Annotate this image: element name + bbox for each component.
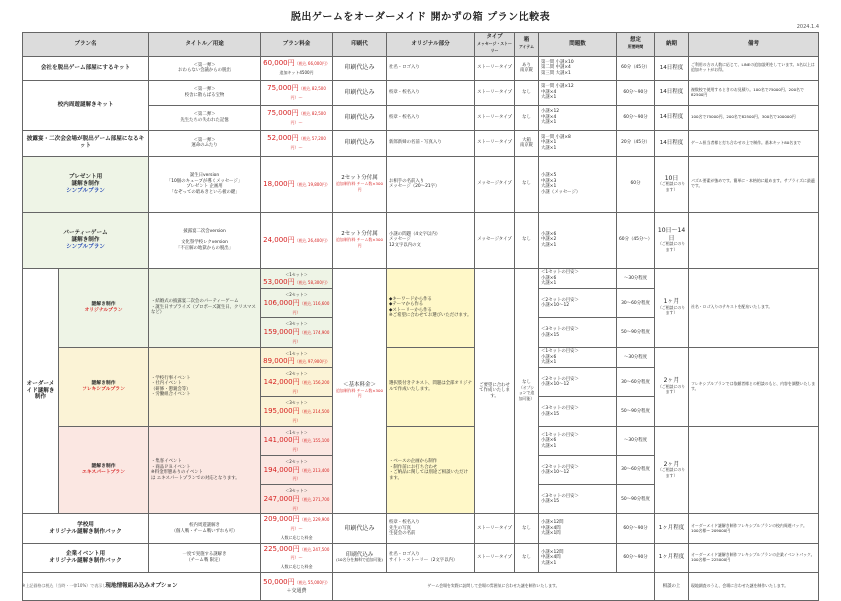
problems: 第一問 小謎×8 中謎×1 大謎×1 (539, 130, 617, 156)
original-part: 新郎新婦の名前・写真入り (387, 130, 475, 156)
price-main: 209,000円 (263, 515, 300, 524)
plan-title-a: 校内周遊謎解き (189, 523, 220, 528)
plan-title (149, 543, 261, 572)
original-part: 社名・ロゴ入り (387, 56, 475, 80)
use-case: ・集客イベント ・商品ＰＲイベント ※料金形態ありのイベント は エキスパートプランでの対応となります。 (149, 426, 261, 514)
plan-title-b: おわらない会議からの脱出 (178, 68, 231, 74)
sub-plan-line-1: 謎解き制作 (91, 301, 116, 307)
plan-price (261, 572, 333, 600)
problems: 第一問 小謎×12 中謎×4 大謎×1 (539, 80, 617, 105)
delivery-main: 1ヶ月 (663, 298, 680, 306)
problems: 小謎×12問 中謎×4問 大謎×1 (539, 543, 617, 572)
original-part: お相手の名前入り メッセージ（20〜21字） (387, 156, 475, 212)
price-tier (261, 318, 333, 347)
table-row (23, 514, 819, 543)
print-cost (333, 212, 387, 268)
header-problems: 問題数 (539, 33, 617, 57)
time: 30〜60分程度 (617, 368, 655, 397)
original-part: 校章・校名入り 先生の写真 生徒会の名前 (387, 514, 475, 543)
problems: ＜1セットの目安＞ 小謎×6 大謎×1 (539, 347, 617, 368)
box-main: あり (522, 62, 531, 68)
sub-plan-line-2: エキスパートプラン (82, 470, 125, 475)
problems: 小謎×12 中謎×4 大謎×1 (539, 105, 617, 130)
plan-comparison-table (22, 32, 819, 601)
time: 〜30分程度 (617, 347, 655, 368)
box-sub: 南京錠 (519, 68, 534, 74)
table-row (23, 212, 819, 268)
problems: ＜2セットの目安＞ 小謎×10〜12 (539, 455, 617, 484)
original-part: 小謎の問題（4文字以内） メッセージ 12文字以内の文 (387, 212, 475, 268)
tier-price: 159,000円 (263, 328, 300, 337)
print-cost (333, 268, 387, 514)
tier-set: ＜1セット＞ (285, 429, 308, 435)
plan-name: オーダーメイド謎解き制作 (23, 268, 59, 514)
plan-line-2: 謎解き制作 (71, 180, 100, 187)
price-tax: （税込 82,500円）〜 (290, 110, 326, 125)
plan-price (261, 80, 333, 105)
time: 50〜90分程度 (617, 397, 655, 426)
time: 60分 (617, 156, 655, 212)
table-row (23, 572, 819, 600)
plan-line-2: 謎解き制作 (71, 236, 100, 243)
tier-tax: （税込 271,700円） (292, 496, 330, 511)
plan-title (149, 105, 261, 130)
price-tier (261, 455, 333, 484)
type: ストーリータイプ (475, 56, 515, 80)
print-main: ＜基本料金＞ (343, 382, 377, 389)
table-row (23, 426, 819, 455)
time: 30〜60分程度 (617, 289, 655, 318)
date-label: 2024.1.4 (796, 24, 819, 30)
box (515, 130, 539, 156)
plan-name: 校内周遊謎解きキット (23, 80, 149, 130)
price-tier (261, 485, 333, 514)
delivery (655, 156, 689, 212)
delivery-main: 2ヶ月 (663, 377, 680, 385)
sub-plan-line-2: オリジナルプラン (84, 307, 123, 313)
plan-line-2: オリジナル謎解き制作パック (49, 557, 122, 564)
header-remarks: 備考 (689, 33, 819, 57)
print-cost: 印刷代込み (333, 514, 387, 543)
header-title: タイトル／用途 (149, 33, 261, 57)
price-main: 225,000円 (263, 544, 300, 553)
type: ストーリータイプ (475, 105, 515, 130)
time: 50〜90分程度 (617, 318, 655, 347)
header-box-sub: アイテム (519, 44, 535, 50)
sub-plan-original (59, 268, 149, 347)
price-sub: 人数に応じた料金 (280, 534, 313, 540)
plan-title-a: ＜第一弾＞ (193, 137, 216, 143)
plan-line-2: オリジナル謎解き制作パック (49, 528, 122, 535)
delivery-sub: （ご相談にのります） (657, 304, 686, 316)
table-row (23, 156, 819, 212)
problems: ＜1セットの目安＞ 小謎×6 大謎×1 (539, 426, 617, 455)
plan-title (149, 212, 261, 268)
box: なし (515, 543, 539, 572)
tier-price: 89,000円 (263, 357, 295, 366)
problems: ＜1セットの目安＞ 小謎×6 大謎×1 (539, 268, 617, 289)
type: ストーリータイプ (475, 80, 515, 105)
table-row (23, 543, 819, 572)
print-cost: 印刷代込み (333, 56, 387, 80)
plan-title-a: 披露宴二次会version (183, 229, 226, 235)
plan-price (261, 543, 333, 572)
box: なし (515, 80, 539, 105)
price-tier (261, 397, 333, 426)
print-main: 印刷代込み (345, 551, 374, 558)
header-box (515, 33, 539, 57)
box-sub: （オプションで追加可能） (518, 384, 535, 401)
header-price: プラン料金 (261, 33, 333, 57)
price-tier (261, 347, 333, 368)
header-type-sub: メッセージ・ストーリー (477, 40, 512, 53)
tier-tax: （税込 116,600円） (292, 300, 330, 315)
price-tax: （税込 55,000円） (294, 579, 330, 585)
type: ご要望に合わせて作成いたします。 (475, 268, 515, 514)
plan-line-1: パーティーゲーム (63, 229, 108, 236)
price-tax: （税込 247,500円）〜 (290, 546, 330, 561)
price-main: 75,000円 (267, 83, 299, 92)
time: 20分（45分） (617, 130, 655, 156)
print-sub: 追加制作料 チーム数×300円 (336, 237, 383, 248)
plan-title-b: 文化祭学校レクversion (181, 240, 228, 246)
plan-title-a: 誕生日version (189, 173, 220, 179)
box-main: なし (522, 380, 531, 385)
header-print: 印刷代 (333, 33, 387, 57)
header-original: オリジナル部分 (387, 33, 475, 57)
sub-plan-line-2: フレキシブルプラン (82, 386, 125, 392)
plan-name (23, 212, 149, 268)
price-main: 50,000円 (263, 577, 295, 586)
plan-name: 披露宴・二次会会場が脱出ゲーム部屋になるキット (23, 130, 149, 156)
original-part: 校章・校名入り (387, 105, 475, 130)
price-tax: （税込 66,000円） (294, 61, 330, 67)
use-case: ・学校行事イベント ・社内イベント （研修・懇親会等） ・労働組合イベント (149, 347, 261, 426)
tier-set: ＜3セット＞ (285, 488, 308, 494)
price-main: 60,000円 (263, 59, 295, 68)
tier-tax: （税込 214,500円） (292, 409, 330, 423)
tier-set: ＜2セット＞ (285, 292, 308, 298)
plan-line-1: プレゼント用 (68, 173, 103, 180)
plan-price (261, 130, 333, 156)
delivery-main: 10日〜14日 (657, 227, 686, 242)
plan-line-1: 企業イベント用 (65, 550, 106, 557)
delivery (655, 347, 689, 426)
time: 60分（45分〜） (617, 212, 655, 268)
header-type-label: タイプ (486, 34, 503, 40)
plan-title-a: ＜第二弾＞ (193, 112, 216, 118)
table-row (23, 56, 819, 80)
plan-price (261, 514, 333, 543)
original-part: 選択肢付きテキスト、問題は全部オリジナルで作成いたします。 (387, 347, 475, 426)
box: なし (515, 105, 539, 130)
delivery (655, 268, 689, 347)
tier-tax: （税込 174,900円） (292, 330, 330, 344)
header-time-sub: 所要時間 (627, 44, 644, 50)
price-add: 追加キット4500円 (279, 70, 314, 76)
tier-tax: （税込 155,100円） (292, 438, 330, 453)
tier-set: ＜2セット＞ (285, 458, 308, 464)
problems: ＜3セットの目安＞ 小謎×15 (539, 485, 617, 514)
original-part: 校章・校名入り (387, 80, 475, 105)
price-tax: （税込 82,500円）〜 (290, 85, 326, 100)
plan-title-b: （チーム戦 限定） (186, 557, 223, 563)
plan-name (23, 514, 149, 543)
price-tier (261, 426, 333, 455)
price-tax: （税込 26,400円） (294, 237, 330, 243)
problems: 第一問 小謎×10 第二問 中謎×4 第三問 大謎×1 (539, 56, 617, 80)
price-main: 18,000円 (263, 179, 295, 188)
original-part: 社名・ロゴ入り サイト・ストーリー（2文字以内） (387, 543, 475, 572)
time: 〜30分程度 (617, 268, 655, 289)
plan-title-b: （個人戦・チーム戦いずれも可） (171, 528, 238, 534)
plan-title (149, 130, 261, 156)
table-row (23, 80, 819, 105)
remarks: 社名・ロゴ入りのテキストを配布いたします。 (689, 268, 819, 347)
print-main: 2セット分付属 (341, 175, 378, 182)
tier-price: 142,000円 (263, 377, 300, 386)
tier-tax: （税込 213,400円） (292, 467, 330, 482)
header-row (23, 33, 819, 57)
problems: 小謎×12問 中謎×4問 大謎×1問 (539, 514, 617, 543)
type: ストーリータイプ (475, 130, 515, 156)
remarks (689, 426, 819, 514)
problems: ＜3セットの目安＞ 小謎×15 (539, 318, 617, 347)
type: メッセージタイプ (475, 212, 515, 268)
delivery: 1ヶ月程度 (655, 543, 689, 572)
time: 〜30分程度 (617, 426, 655, 455)
sub-plan-expert (59, 426, 149, 514)
tier-tax: （税込 58,300円） (294, 280, 330, 286)
problems: ＜2セットの目安＞ 小謎×10〜12 (539, 368, 617, 397)
problems: ＜2セットの目安＞ 小謎×10〜12 (539, 289, 617, 318)
price-sub: 人数に応じた料金 (280, 564, 313, 570)
time: 60分〜90分 (617, 80, 655, 105)
print-cost: 印刷代込み (333, 130, 387, 156)
plan-line-1: 学校用 (77, 521, 94, 528)
price-tax: （税込 19,800円） (294, 181, 330, 187)
option-description: ゲーム会場を実際に訪問して会場の雰囲気に合わせた謎を制作いたします。 (333, 572, 655, 600)
remarks: オーダーメイド謎解き制作フレキシブルプランの校内周遊パック。 100名様〜 209000円 (689, 514, 819, 543)
price-sub: ＋交通費 (286, 588, 307, 595)
footnote: ※上記価格は税込（当時・一律10%）で表示しております。 (22, 583, 130, 588)
remarks: 100名で75000円、200名で82500円、300名で100000円 (689, 105, 819, 130)
time: 60分〜90分 (617, 514, 655, 543)
price-main: 52,000円 (267, 134, 299, 143)
problems: 小謎×5 中謎×3 大謎×1 小謎（メッセージ） (539, 156, 617, 212)
plan-title-a: ＜第一弾＞ (193, 62, 216, 68)
print-cost (333, 543, 387, 572)
plan-title-b: 先生たちの失われた記憶 (180, 117, 229, 123)
use-case: ・結婚式の披露宴二次会のパーティーゲーム ・誕生日サプライズ（プロポーズ誕生日、クリスマス など） (149, 268, 261, 347)
box: なし (515, 156, 539, 212)
price-tier (261, 268, 333, 289)
tier-tax: （税込 97,900円） (294, 359, 330, 365)
delivery (655, 426, 689, 514)
price-tier (261, 368, 333, 397)
tier-set: ＜3セット＞ (285, 400, 308, 406)
page-title: 脱出ゲームをオーダーメイド 開かずの箱 プラン比較表 (290, 12, 551, 23)
plan-name (23, 156, 149, 212)
time: 60分〜90分 (617, 543, 655, 572)
print-cost (333, 156, 387, 212)
box: なし (515, 212, 539, 268)
plan-title-b: 運命のふたり (191, 143, 218, 149)
remarks: 複数校で使用するときのお見積り。100名で75000円、200名で82500円 (689, 80, 819, 105)
header-time (617, 33, 655, 57)
problems: 小謎×6 中謎×2 大謎×1 (539, 212, 617, 268)
delivery (655, 212, 689, 268)
delivery-main: 10日 (664, 174, 679, 182)
box (515, 56, 539, 80)
type: メッセージタイプ (475, 156, 515, 212)
plan-title (149, 514, 261, 543)
original-part: ◆キーワードから作る ◆テーマから作る ◆ストーリーから作る ※ご希望に合わせてお選びいただけます。 (387, 268, 475, 347)
time: 50〜90分程度 (617, 485, 655, 514)
box-sub: 南京錠 (519, 143, 534, 149)
header-delivery: 納期 (655, 33, 689, 57)
print-sub: 追加制作料 チーム数×300円 (336, 387, 383, 399)
time: 60分（45分） (617, 56, 655, 80)
tier-set: ＜1セット＞ (285, 350, 308, 356)
sub-plan-line-1: 謎解き制作 (91, 464, 116, 470)
table-row (23, 347, 819, 368)
plan-title (149, 56, 261, 80)
plan-name: 会社を脱出ゲーム部屋にするキット (23, 56, 149, 80)
price-main: 24,000円 (263, 235, 295, 244)
type: ストーリータイプ (475, 543, 515, 572)
plan-title-d: 「なぞっての暗あきといろ板の鍵」 (169, 189, 240, 195)
tier-price: 247,000円 (263, 494, 300, 503)
plan-price (261, 56, 333, 80)
box (515, 268, 539, 514)
price-tax: （税込 57,200円）〜 (290, 136, 326, 151)
tier-price: 53,000円 (263, 278, 295, 287)
tier-price: 194,000円 (263, 465, 300, 474)
plan-title-c: 「不正解の地獄からの脱出」 (175, 245, 234, 251)
problems: ＜3セットの目安＞ 小謎×15 (539, 397, 617, 426)
tier-set: ＜3セット＞ (285, 321, 308, 327)
plan-title (149, 80, 261, 105)
remarks: ご利用の方の人数に応じて、LINEの追加説明をしています。5名以上は追加キットがお得。 (689, 56, 819, 80)
delivery: 14日程度 (655, 105, 689, 130)
plan-title-b: 「10個のキューブが導くメッセージ」 (166, 178, 243, 184)
print-cost: 印刷代込み (333, 105, 387, 130)
sub-plan-flexible (59, 347, 149, 426)
print-main: 2セット分付属 (341, 231, 378, 238)
delivery-sub: （ご相談にのります） (657, 181, 686, 192)
plan-title-b: 校舎に散らばる宝物 (184, 92, 225, 98)
plan-title (149, 156, 261, 212)
tier-set: ＜2セット＞ (285, 371, 308, 377)
header-plan: プラン名 (23, 33, 149, 57)
delivery-sub: （ご相談にのります） (657, 241, 686, 252)
plan-price (261, 212, 333, 268)
plan-title-a: ＜第一弾＞ (193, 87, 216, 93)
plan-title-c: プレゼント 企画用 (186, 184, 223, 190)
header-type (475, 33, 515, 57)
table-row (23, 268, 819, 289)
plan-title-a: 一度で実施する謎解き (182, 552, 227, 558)
delivery: 相談の上 (655, 572, 689, 600)
sub-plan-line-1: 謎解き制作 (91, 380, 116, 386)
table-row (23, 130, 819, 156)
remarks: ゲーム担当者様と打ち合わせの上で制作。基本キット80名まで (689, 130, 819, 156)
remarks: パズル要素が強めです。簡単に・本格的に組めます。サプライズに最適です。 (689, 156, 819, 212)
price-main: 75,000円 (267, 108, 299, 117)
plan-price (261, 105, 333, 130)
delivery: 14日程度 (655, 80, 689, 105)
plan-name (23, 543, 149, 572)
box: なし (515, 514, 539, 543)
delivery-sub: （ご相談にのります） (657, 467, 686, 478)
tier-set: ＜1セット＞ (285, 271, 308, 277)
remarks: オーダーメイド謎解き制作フレキシブルプランの企業イベントパック。 100名様〜 225000円 (689, 543, 819, 572)
print-sub: 追加制作料 チーム数×300円 (336, 181, 383, 192)
delivery-main: 2ヶ月 (663, 460, 680, 468)
delivery: 14日程度 (655, 56, 689, 80)
tier-price: 141,000円 (263, 436, 300, 445)
remarks: 現地調査のうえ、会場に合わせた謎を制作いたします。 (689, 572, 819, 600)
print-cost: 印刷代込み (333, 80, 387, 105)
time: 30〜60分程度 (617, 455, 655, 484)
plan-name: 現地情報組み込みオプション (23, 572, 261, 600)
header-box-label: 箱 (523, 37, 530, 44)
price-tier (261, 289, 333, 318)
box-main: 大箱 (522, 137, 531, 143)
plan-line-3: シンプルプラン (66, 187, 105, 194)
print-sub: (10名分を無料で追加可能) (336, 557, 383, 563)
type: ストーリータイプ (475, 514, 515, 543)
price-tax: （税込 229,900円）〜 (290, 517, 330, 532)
plan-price (261, 156, 333, 212)
tier-price: 195,000円 (263, 407, 300, 416)
original-part: ・ベースの企画から制作 ・制作前にお打ち合わせ ・ご納品に関しては別途ご相談いただけます。 (387, 426, 475, 514)
remarks (689, 212, 819, 268)
delivery: 1ヶ月程度 (655, 514, 689, 543)
tier-price: 106,000円 (263, 298, 300, 307)
plan-line-3: シンプルプラン (66, 243, 105, 250)
time: 60分〜90分 (617, 105, 655, 130)
delivery: 14日程度 (655, 130, 689, 156)
delivery-sub: （ご相談にのります） (657, 383, 686, 395)
header-time-label: 想定 (630, 37, 642, 44)
remarks: フレキシブルプランでは依頼者様との相談のもと、内容を調整いたします。 (689, 347, 819, 426)
tier-tax: （税込 156,200円） (292, 379, 330, 394)
